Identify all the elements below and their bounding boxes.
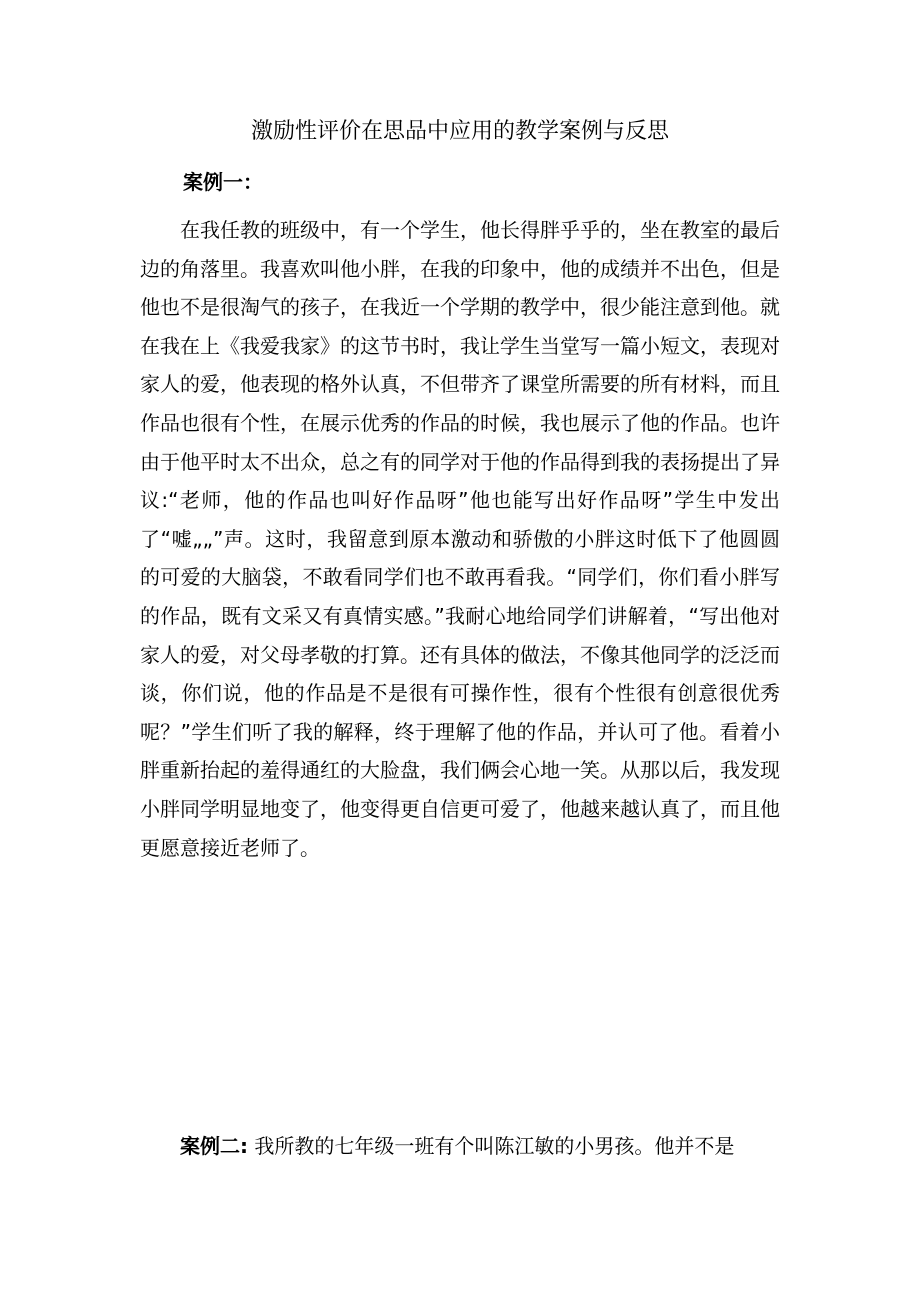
document-title: 激励性评价在思品中应用的教学案例与反思 [250,119,669,144]
case2-heading: 案例二: [180,1134,248,1158]
case2-body: 我所教的七年级一班有个叫陈江敏的小男孩。他并不是 [248,1134,735,1158]
case2-paragraph [140,1127,780,1166]
case1-heading: 案例一： [183,170,263,194]
case1-paragraph: 在我任教的班级中，有一个学生，他长得胖乎乎的，坐在教室的最后边的角落里。我喜欢叫他小胖，在我的印象中，他的成绩并不出色，但是他也不是很淘气的孩子，在我近一个学期的教学中，很少能注意到他。就在我在上《我爱我家》的这节书时，我让学生当堂写一篇小短文，表现对家人的爱，他表现的格外认真，不但带齐了课堂所需要的所有材料，而且作品也很有个性，在展示优秀的作品的时候，我也展示了他的作品。也许由于他平时太不出众，总之有的同学对于他的作品得到我的表扬提出了异议:“老师，他的作品也叫好作品呀”他也能写出好作品呀”学生中发出了“嘘„„”声。这时，我留意到原本激动和骄傲的小胖这时低下了他圆圆的可爱的大脑袋，不敢看同学们也不敢再看我。“同学们，你们看小胖写的作品，既有文采又有真情实感。”我耐心地给同学们讲解着，“写出他对家人的爱，对父母孝敬的打算。还有具体的做法，不像其他同学的泛泛而谈，你们说，他的作品是不是很有可操作性，很有个性很有创意很优秀呢？”学生们听了我的解释，终于理解了他的作品，并认可了他。看着小胖重新抬起的羞得通红的大脸盘，我们俩会心地一笑。从那以后，我发现小胖同学明显地变了，他变得更自信更可爱了，他越来越认真了，而且他更愿意接近老师了。 [140,218,780,860]
